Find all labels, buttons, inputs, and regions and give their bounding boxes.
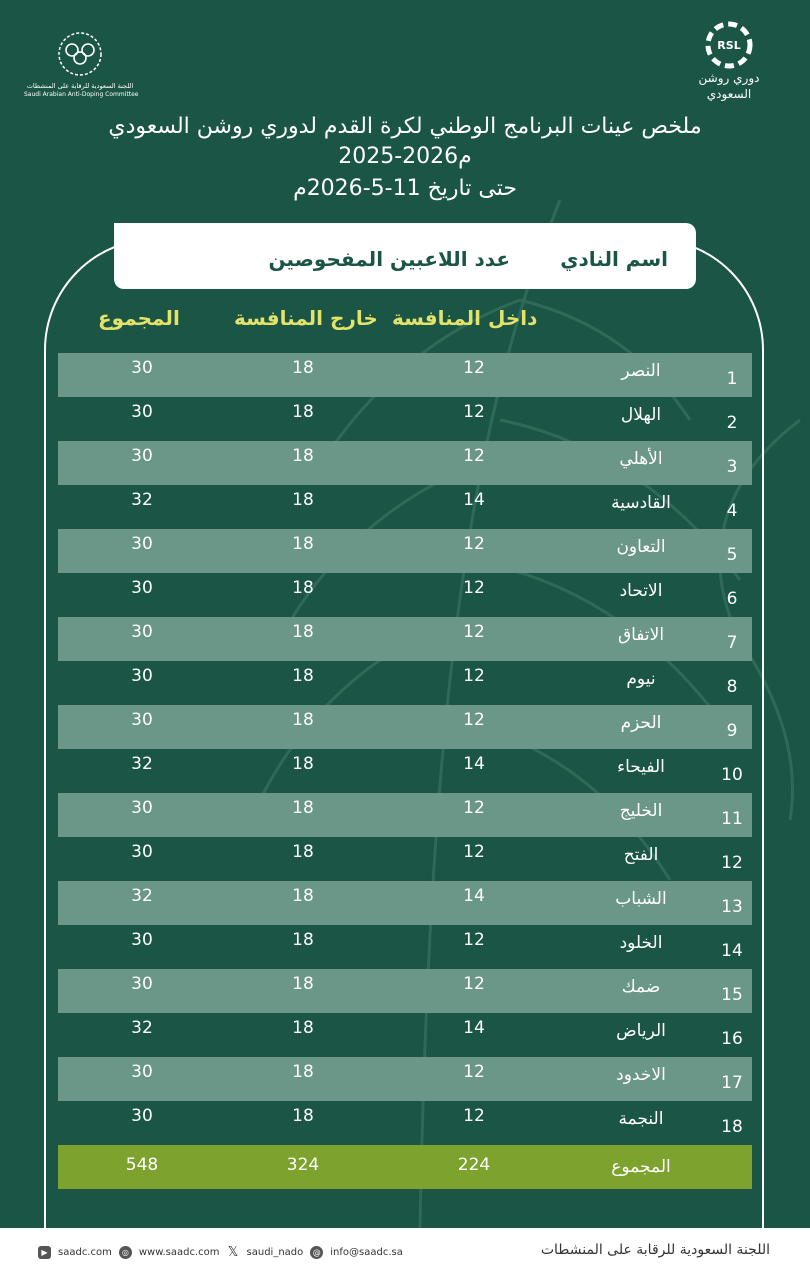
club-name-header: اسم النادي <box>560 247 668 271</box>
rsl-name-line2: السعودي <box>706 86 752 101</box>
row-club: الاتفاق <box>617 625 665 645</box>
table-row <box>58 749 752 793</box>
row-rank: 11 <box>721 809 743 829</box>
row-rank: 3 <box>726 457 738 477</box>
row-out-of-competition: 18 <box>292 930 314 950</box>
row-club: الخلود <box>619 933 663 953</box>
row-total: 30 <box>131 1062 153 1082</box>
row-club: الاتحاد <box>619 581 663 601</box>
row-total: 30 <box>131 446 153 466</box>
table-row <box>58 1101 752 1145</box>
row-in-competition: 14 <box>463 754 485 774</box>
row-total: 30 <box>131 710 153 730</box>
row-out-of-competition: 18 <box>292 1062 314 1082</box>
row-in-competition: 12 <box>463 710 485 730</box>
table-row <box>58 573 752 617</box>
saadc-emblem-icon <box>52 30 108 80</box>
row-rank: 6 <box>726 589 738 609</box>
row-total: 32 <box>131 754 153 774</box>
title-line-1: ملخص عينات البرنامج الوطني لكرة القدم لدوري روشن السعودي <box>108 114 702 139</box>
row-rank: 1 <box>726 369 738 389</box>
website-link[interactable]: www.saadc.com <box>138 1247 220 1258</box>
row-rank: 8 <box>726 677 738 697</box>
row-in-competition: 14 <box>463 490 485 510</box>
row-in-competition: 14 <box>463 886 485 906</box>
table-row <box>58 661 752 705</box>
row-total: 32 <box>131 1018 153 1038</box>
row-out-of-competition: 18 <box>292 710 314 730</box>
x-handle-link[interactable]: saudi_nado <box>246 1247 304 1258</box>
row-in-competition: 12 <box>463 622 485 642</box>
row-total: 30 <box>131 798 153 818</box>
tested-players-header: عدد اللاعبين المفحوصين <box>268 247 510 271</box>
table-row <box>58 881 752 925</box>
row-in-competition: 12 <box>463 842 485 862</box>
rsl-emblem-icon <box>702 20 756 70</box>
row-in-competition: 12 <box>463 446 485 466</box>
row-rank: 4 <box>726 501 738 521</box>
row-rank: 10 <box>721 765 743 785</box>
total-header: المجموع <box>98 306 180 330</box>
row-club: ضمك <box>621 977 661 997</box>
saadc-name-en: Saudi Arabian Anti-Doping Committee <box>24 90 139 98</box>
row-in-competition: 12 <box>463 666 485 686</box>
table-row <box>58 617 752 661</box>
row-club: الهلال <box>620 405 662 425</box>
row-total: 30 <box>131 930 153 950</box>
row-club: نيوم <box>626 669 656 689</box>
table-row <box>58 529 752 573</box>
row-rank: 15 <box>721 985 743 1005</box>
row-in-competition: 14 <box>463 1018 485 1038</box>
footer <box>0 1228 810 1280</box>
row-out-of-competition: 18 <box>292 974 314 994</box>
rsl-name-line1: دوري روشن <box>698 71 760 85</box>
row-club: الحزم <box>620 713 662 733</box>
totals-total: 548 <box>125 1155 159 1175</box>
row-out-of-competition: 18 <box>292 402 314 422</box>
row-club: النصر <box>621 361 661 381</box>
row-total: 32 <box>131 490 153 510</box>
row-rank: 16 <box>721 1029 743 1049</box>
row-out-of-competition: 18 <box>292 622 314 642</box>
row-rank: 17 <box>721 1073 743 1093</box>
saadc-name-ar: اللجنة السعودية للرقابة على المنشطات <box>26 82 134 90</box>
row-club: التعاون <box>616 537 666 557</box>
totals-in-competition: 224 <box>457 1155 491 1175</box>
row-out-of-competition: 18 <box>292 886 314 906</box>
table-row <box>58 793 752 837</box>
row-total: 30 <box>131 666 153 686</box>
row-total: 30 <box>131 402 153 422</box>
row-club: الرياض <box>616 1021 666 1041</box>
row-rank: 12 <box>721 853 743 873</box>
table-row <box>58 969 752 1013</box>
row-club: الشباب <box>615 889 667 909</box>
table-header-box <box>114 223 696 289</box>
title-line-2: 2025-2026م <box>338 144 472 169</box>
table-row <box>58 1013 752 1057</box>
row-club: القادسية <box>611 493 671 513</box>
row-club: الاخدود <box>616 1065 666 1085</box>
x-icon: 𝕏 <box>227 1245 239 1260</box>
footer-brand: اللجنة السعودية للرقابة على المنشطات <box>540 1242 770 1258</box>
table-row <box>58 837 752 881</box>
table-row <box>58 925 752 969</box>
table-row <box>58 485 752 529</box>
row-in-competition: 12 <box>463 974 485 994</box>
row-in-competition: 12 <box>463 534 485 554</box>
row-out-of-competition: 18 <box>292 754 314 774</box>
row-rank: 2 <box>726 413 738 433</box>
row-club: الفتح <box>623 845 659 865</box>
row-out-of-competition: 18 <box>292 798 314 818</box>
email-link[interactable]: info@saadc.sa <box>330 1247 403 1258</box>
row-total: 30 <box>131 578 153 598</box>
row-total: 32 <box>131 886 153 906</box>
youtube-link[interactable]: saadc.com <box>58 1247 112 1258</box>
table-row <box>58 397 752 441</box>
out-of-competition-header: خارج المنافسة <box>234 306 378 330</box>
row-rank: 7 <box>726 633 738 653</box>
table-row <box>58 705 752 749</box>
row-total: 30 <box>131 622 153 642</box>
row-rank: 18 <box>721 1117 743 1137</box>
row-rank: 14 <box>721 941 743 961</box>
row-rank: 5 <box>726 545 738 565</box>
row-club: الفيحاء <box>617 757 665 777</box>
table-row <box>58 1057 752 1101</box>
row-total: 30 <box>131 974 153 994</box>
row-total: 30 <box>131 842 153 862</box>
row-in-competition: 12 <box>463 358 485 378</box>
in-competition-header: داخل المنافسة <box>392 306 538 330</box>
row-club: الأهلي <box>619 449 663 469</box>
rsl-mark: RSL <box>717 39 741 52</box>
threads-icon: @ <box>310 1246 323 1259</box>
row-rank: 9 <box>726 721 738 741</box>
table-row <box>58 441 752 485</box>
totals-out-of-competition: 324 <box>286 1155 320 1175</box>
rsl-logo <box>694 20 764 102</box>
row-out-of-competition: 18 <box>292 490 314 510</box>
row-out-of-competition: 18 <box>292 446 314 466</box>
row-club: النجمة <box>618 1109 664 1129</box>
row-out-of-competition: 18 <box>292 842 314 862</box>
globe-icon: ◎ <box>119 1246 132 1259</box>
saadc-logo <box>24 30 139 98</box>
row-out-of-competition: 18 <box>292 578 314 598</box>
row-out-of-competition: 18 <box>292 534 314 554</box>
totals-row <box>58 1145 752 1189</box>
title-line-3: حتى تاريخ 11-5-2026م <box>293 176 517 201</box>
page-title <box>90 112 720 204</box>
row-in-competition: 12 <box>463 1062 485 1082</box>
row-total: 30 <box>131 358 153 378</box>
row-out-of-competition: 18 <box>292 1106 314 1126</box>
row-in-competition: 12 <box>463 402 485 422</box>
row-out-of-competition: 18 <box>292 666 314 686</box>
totals-label: المجموع <box>611 1157 671 1177</box>
row-in-competition: 12 <box>463 798 485 818</box>
youtube-icon: ▶ <box>38 1246 51 1259</box>
row-in-competition: 12 <box>463 930 485 950</box>
row-in-competition: 12 <box>463 578 485 598</box>
row-rank: 13 <box>721 897 743 917</box>
row-total: 30 <box>131 1106 153 1126</box>
table-row <box>58 353 752 397</box>
row-out-of-competition: 18 <box>292 1018 314 1038</box>
row-club: الخليج <box>619 801 663 821</box>
row-in-competition: 12 <box>463 1106 485 1126</box>
footer-contacts <box>38 1246 403 1259</box>
row-total: 30 <box>131 534 153 554</box>
row-out-of-competition: 18 <box>292 358 314 378</box>
